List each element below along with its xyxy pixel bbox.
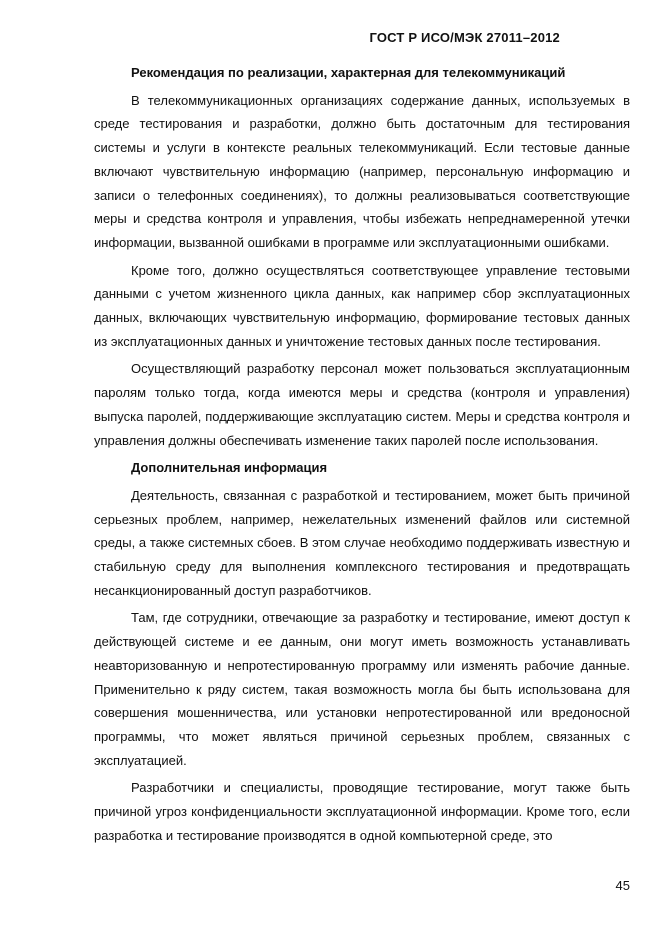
paragraph: Кроме того, должно осуществляться соответствующее управление тестовыми данными с учетом жизненного цикла данных, как например сбор эксплуатационных данных, включающих чувствительную информацию, формирование тестовых данных из эксплуатационных данных и уничтожение тестовых данных после тестирования. [94,262,630,349]
paragraph: Осуществляющий разработку персонал может пользоваться эксплуатационным паролям только тогда, когда имеются меры и средства (контроля и управления) выпуска паролей, поддерживающие эксплуатацию систем. Меры и средства контроля и управления должны обеспечивать изменение таких паролей после использования. [94,361,630,448]
document-body [94,61,630,848]
paragraph: В телекоммуникационных организациях содержание данных, используемых в среде тестирования и разработки, должно быть достаточным для тестирования системы и услуги в контексте реальных телекоммуникаций. Если тестовые данные включают чувствительную информацию (например, персональную информацию и записи о телефонных соединениях), то должны реализовываться соответствующие меры и средства контроля и управления, чтобы избежать непреднамеренной утечки информации, вызванной ошибками в программе или эксплуатационными ошибками. [94,92,630,250]
section-heading-additional-info: Дополнительная информация [131,460,328,476]
paragraph: Разработчики и специалисты, проводящие тестирование, могут также быть причиной угроз конфиденциальности эксплуатационной информации. Кроме того, если разработка и тестирование производятся в одной компьютерной среде, это [94,780,630,843]
document-header: ГОСТ Р ИСО/МЭК 27011–2012 [369,30,560,45]
paragraph: Там, где сотрудники, отвечающие за разработку и тестирование, имеют доступ к действующей системе и ее данным, они могут иметь возможность устанавливать неавторизованную и непротестированную программу или изменять рабочие данные. Применительно к ряду систем, такая возможность могла бы быть использована для совершения мошенничества, или установки непротестированной или вредоносной программы, что может являться причиной серьезных проблем, связанных с эксплуатацией. [94,610,630,768]
page-number: 45 [615,878,630,893]
paragraph: Деятельность, связанная с разработкой и тестированием, может быть причиной серьезных проблем, например, нежелательных изменений файлов или системной среды, а также системных сбоев. В этом случае необходимо поддерживать известную и стабильную среду для выполнения комплексного тестирования и предотвращать несанкционированный доступ разработчиков. [94,487,630,598]
section-heading-implementation: Рекомендация по реализации, характерная для телекоммуникаций [131,65,566,80]
